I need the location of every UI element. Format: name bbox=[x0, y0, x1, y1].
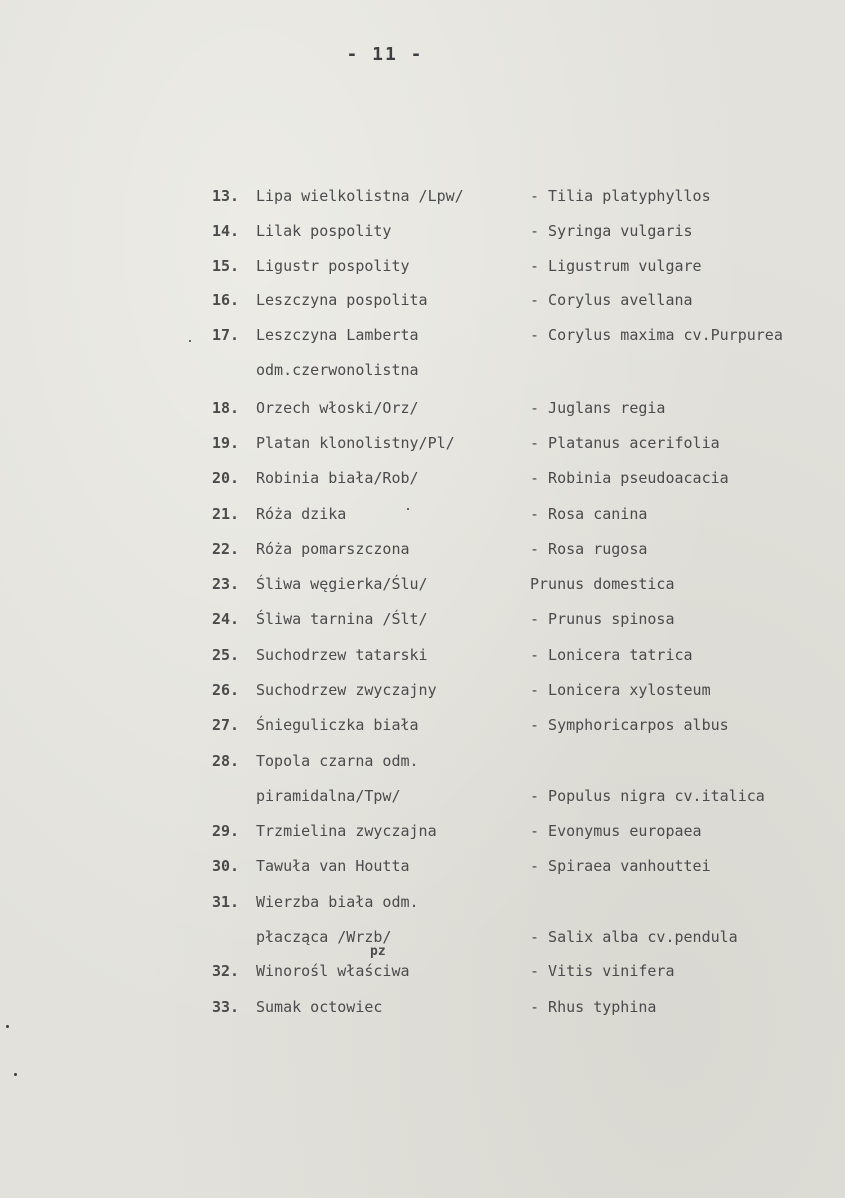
polish-name: Topola czarna odm. bbox=[256, 752, 419, 770]
entry-number: 15. bbox=[212, 257, 240, 275]
latin-name: - Prunus spinosa bbox=[530, 610, 675, 628]
polish-name: Orzech włoski/Orz/ bbox=[256, 399, 419, 417]
latin-name: - Tilia platyphyllos bbox=[530, 187, 711, 205]
list-row bbox=[0, 396, 845, 420]
latin-name: - Corylus avellana bbox=[530, 291, 693, 309]
entry-number: 21. bbox=[212, 505, 240, 523]
latin-name: - Salix alba cv.pendula bbox=[530, 928, 738, 946]
polish-name: Suchodrzew zwyczajny bbox=[256, 681, 437, 699]
entry-number: 27. bbox=[212, 716, 240, 734]
polish-name: odm.czerwonolistna bbox=[256, 361, 419, 379]
entry-number: 14. bbox=[212, 222, 240, 240]
list-row bbox=[0, 431, 845, 455]
list-row bbox=[0, 854, 845, 878]
scan-speck bbox=[407, 508, 409, 510]
polish-name: Leszczyna pospolita bbox=[256, 291, 428, 309]
list-row bbox=[0, 643, 845, 667]
latin-name: Prunus domestica bbox=[530, 575, 675, 593]
entry-number: 18. bbox=[212, 399, 240, 417]
polish-name: Róża pomarszczona bbox=[256, 540, 410, 558]
page-number: - 11 - bbox=[346, 44, 424, 65]
polish-name: Śliwa tarnina /Ślt/ bbox=[256, 610, 428, 628]
polish-name: Róża dzika bbox=[256, 505, 347, 523]
polish-name: Śliwa węgierka/Ślu/ bbox=[256, 575, 428, 593]
polish-name: Robinia biała/Rob/ bbox=[256, 469, 419, 487]
entry-number: 25. bbox=[212, 646, 240, 664]
latin-name: - Rosa rugosa bbox=[530, 540, 648, 558]
entry-number: 30. bbox=[212, 857, 240, 875]
list-row bbox=[0, 358, 845, 382]
list-row bbox=[0, 713, 845, 737]
list-row bbox=[0, 184, 845, 208]
entry-number: 23. bbox=[212, 575, 240, 593]
scan-speck bbox=[189, 340, 191, 342]
latin-name: - Lonicera tatrica bbox=[530, 646, 693, 664]
latin-name: - Juglans regia bbox=[530, 399, 666, 417]
latin-name: - Syringa vulgaris bbox=[530, 222, 693, 240]
latin-name: - Robinia pseudoacacia bbox=[530, 469, 729, 487]
latin-name: - Rhus typhina bbox=[530, 998, 657, 1016]
entry-number: 13. bbox=[212, 187, 240, 205]
list-row bbox=[0, 995, 845, 1019]
list-row bbox=[0, 219, 845, 243]
polish-name: Wierzba biała odm. bbox=[256, 893, 419, 911]
latin-name: - Lonicera xylosteum bbox=[530, 681, 711, 699]
list-row bbox=[0, 890, 845, 914]
polish-name: Lilak pospolity bbox=[256, 222, 392, 240]
list-row bbox=[0, 959, 845, 983]
list-row bbox=[0, 254, 845, 278]
polish-name: Suchodrzew tatarski bbox=[256, 646, 428, 664]
entry-number: 17. bbox=[212, 326, 240, 344]
polish-name: piramidalna/Tpw/ bbox=[256, 787, 401, 805]
polish-name: Leszczyna Lamberta bbox=[256, 326, 419, 344]
list-row bbox=[0, 502, 845, 526]
latin-name: - Spiraea vanhouttei bbox=[530, 857, 711, 875]
entry-number: 22. bbox=[212, 540, 240, 558]
latin-name: - Evonymus europaea bbox=[530, 822, 702, 840]
latin-name: - Platanus acerifolia bbox=[530, 434, 720, 452]
list-row bbox=[0, 466, 845, 490]
polish-name: płacząca /Wrzb/ bbox=[256, 928, 392, 946]
list-row bbox=[0, 607, 845, 631]
entry-number: 16. bbox=[212, 291, 240, 309]
list-row bbox=[0, 749, 845, 773]
latin-name: - Populus nigra cv.italica bbox=[530, 787, 765, 805]
latin-name: - Ligustrum vulgare bbox=[530, 257, 702, 275]
list-row bbox=[0, 678, 845, 702]
list-row bbox=[0, 784, 845, 808]
list-row bbox=[0, 572, 845, 596]
list-row bbox=[0, 537, 845, 561]
polish-name: Platan klonolistny/Pl/ bbox=[256, 434, 455, 452]
latin-name: - Corylus maxima cv.Purpurea bbox=[530, 326, 783, 344]
superscript-annotation: pz bbox=[370, 944, 386, 959]
entry-number: 19. bbox=[212, 434, 240, 452]
list-row bbox=[0, 819, 845, 843]
polish-name: Lipa wielkolistna /Lpw/ bbox=[256, 187, 464, 205]
list-row bbox=[0, 288, 845, 312]
latin-name: - Symphoricarpos albus bbox=[530, 716, 729, 734]
polish-name: Trzmielina zwyczajna bbox=[256, 822, 437, 840]
polish-name: Winorośl właściwa bbox=[256, 962, 410, 980]
entry-number: 31. bbox=[212, 893, 240, 911]
entry-number: 28. bbox=[212, 752, 240, 770]
entry-number: 33. bbox=[212, 998, 240, 1016]
latin-name: - Vitis vinifera bbox=[530, 962, 675, 980]
list-row bbox=[0, 323, 845, 347]
scan-speck bbox=[14, 1073, 17, 1076]
polish-name: Ligustr pospolity bbox=[256, 257, 410, 275]
latin-name: - Rosa canina bbox=[530, 505, 648, 523]
entry-number: 24. bbox=[212, 610, 240, 628]
list-row bbox=[0, 925, 845, 949]
entry-number: 26. bbox=[212, 681, 240, 699]
entry-number: 20. bbox=[212, 469, 240, 487]
polish-name: Tawuła van Houtta bbox=[256, 857, 410, 875]
polish-name: Sumak octowiec bbox=[256, 998, 383, 1016]
polish-name: Śnieguliczka biała bbox=[256, 716, 419, 734]
scan-speck bbox=[6, 1025, 9, 1028]
entry-number: 29. bbox=[212, 822, 240, 840]
entry-number: 32. bbox=[212, 962, 240, 980]
